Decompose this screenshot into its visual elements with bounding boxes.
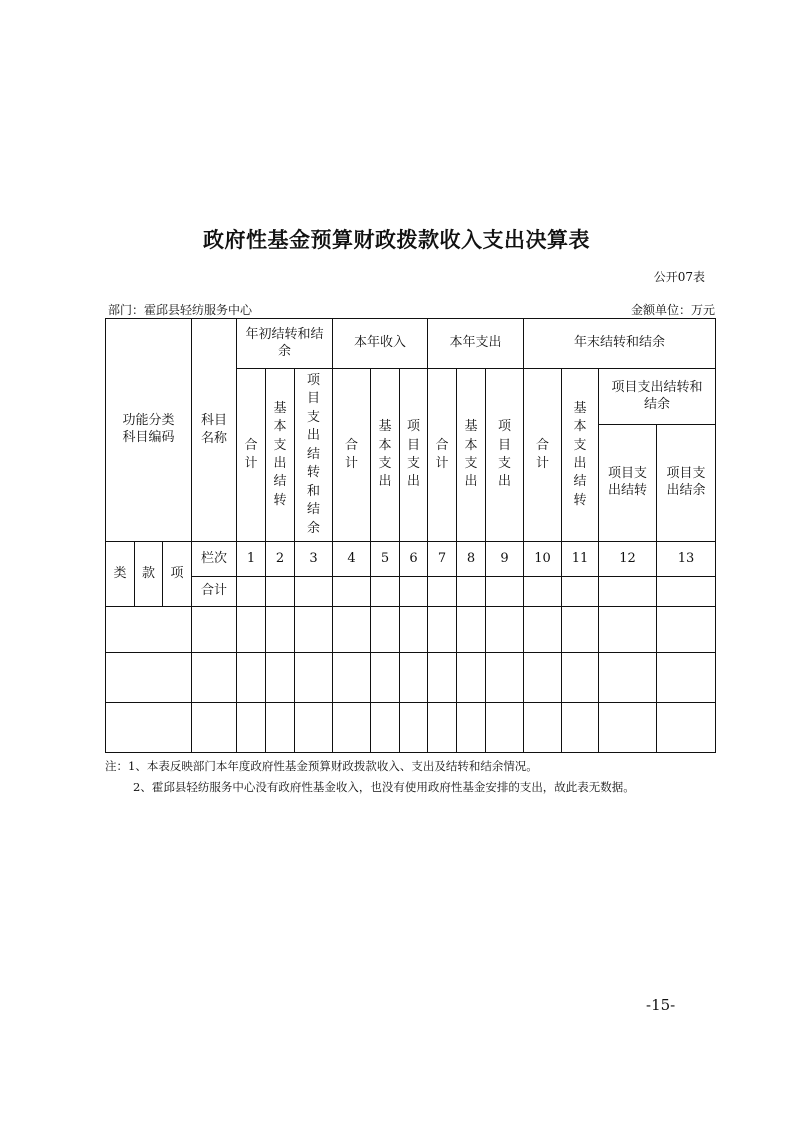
empty-cell [371,703,400,753]
lei-cell: 类 [106,542,135,607]
col-number-12: 12 [599,542,657,577]
budget-table [105,318,716,753]
empty-cell [400,577,428,607]
group-end-header: 年末结转和结余 [524,319,716,369]
empty-cell [400,703,428,753]
empty-cell [295,607,333,653]
row-label-cell: 栏次 [192,542,237,577]
group-income-header: 本年收入 [333,319,428,369]
empty-cell [266,607,295,653]
func-code-header: 功能分类科目编码 [106,319,192,542]
empty-cell [333,577,371,607]
col-begin-basic: 基本支出结转 [266,369,295,542]
col-end-project-transfer: 项目支出结转 [599,425,657,542]
group-begin-header: 年初结转和结余 [237,319,333,369]
empty-cell [333,703,371,753]
empty-cell [371,607,400,653]
table-row [106,703,716,753]
empty-cell [192,703,237,753]
empty-cell [295,577,333,607]
col-end-basic: 基本支出结转 [562,369,599,542]
col-number-10: 10 [524,542,562,577]
empty-cell [237,577,266,607]
col-begin-total: 合计 [237,369,266,542]
empty-cell [562,653,599,703]
col-number-7: 7 [428,542,457,577]
empty-cell [192,607,237,653]
empty-cell [457,607,486,653]
col-income-project: 项目支出 [400,369,428,542]
unit-label: 金额单位：万元 [630,303,715,317]
empty-cell [657,607,716,653]
empty-cell [371,577,400,607]
col-income-basic: 基本支出 [371,369,400,542]
col-number-2: 2 [266,542,295,577]
total-label-cell: 合计 [192,577,237,607]
empty-cell [562,607,599,653]
empty-cell [428,607,457,653]
notes [105,756,717,797]
col-income-total: 合计 [333,369,371,542]
empty-cell [106,653,192,703]
col-number-5: 5 [371,542,400,577]
empty-cell [599,607,657,653]
empty-cell [400,653,428,703]
empty-cell [599,653,657,703]
empty-cell [524,653,562,703]
empty-cell [237,607,266,653]
empty-cell [524,577,562,607]
empty-cell [266,653,295,703]
kuan-cell: 款 [135,542,163,607]
empty-cell [457,703,486,753]
empty-cell [486,703,524,753]
empty-cell [192,653,237,703]
table-row [106,607,716,653]
col-expense-total: 合计 [428,369,457,542]
empty-cell [562,577,599,607]
col-number-13: 13 [657,542,716,577]
empty-cell [599,703,657,753]
empty-cell [486,577,524,607]
empty-cell [106,607,192,653]
empty-cell [657,577,716,607]
xiang-cell: 项 [163,542,192,607]
col-expense-project: 项目支出 [486,369,524,542]
empty-cell [295,703,333,753]
col-number-1: 1 [237,542,266,577]
empty-cell [562,703,599,753]
col-number-9: 9 [486,542,524,577]
empty-cell [657,703,716,753]
empty-cell [266,577,295,607]
empty-cell [333,653,371,703]
empty-cell [457,577,486,607]
empty-cell [371,653,400,703]
empty-cell [657,653,716,703]
col-end-project-group: 项目支出结转和结余 [599,369,716,425]
form-code: 公开07表 [653,270,705,284]
empty-cell [486,653,524,703]
empty-cell [428,703,457,753]
col-expense-basic: 基本支出 [457,369,486,542]
note-line-1: 注：1、本表反映部门本年度政府性基金预算财政拨款收入、支出及结转和结余情况。 [105,759,538,773]
empty-cell [599,577,657,607]
empty-cell [428,577,457,607]
col-number-11: 11 [562,542,599,577]
page-number: -15- [646,996,676,1014]
empty-cell [428,653,457,703]
empty-cell [333,607,371,653]
empty-cell [524,703,562,753]
subject-name-header: 科目名称 [192,319,237,542]
empty-cell [266,703,295,753]
col-number-4: 4 [333,542,371,577]
col-number-3: 3 [295,542,333,577]
empty-cell [486,607,524,653]
col-begin-project: 项目支出结转和结余 [295,369,333,542]
empty-cell [457,653,486,703]
empty-cell [106,703,192,753]
empty-cell [524,607,562,653]
col-number-6: 6 [400,542,428,577]
empty-cell [237,703,266,753]
empty-cell [295,653,333,703]
department-label: 部门：霍邱县轻纺服务中心 [108,303,253,317]
col-end-project-surplus: 项目支出结余 [657,425,716,542]
col-number-8: 8 [457,542,486,577]
col-end-total: 合计 [524,369,562,542]
empty-cell [400,607,428,653]
table-row [106,653,716,703]
empty-cell [237,653,266,703]
note-line-2: 2、霍邱县轻纺服务中心没有政府性基金收入，也没有使用政府性基金安排的支出，故此表无数据。 [133,779,635,794]
group-expense-header: 本年支出 [428,319,524,369]
document-title: 政府性基金预算财政拨款收入支出决算表 [203,228,590,252]
